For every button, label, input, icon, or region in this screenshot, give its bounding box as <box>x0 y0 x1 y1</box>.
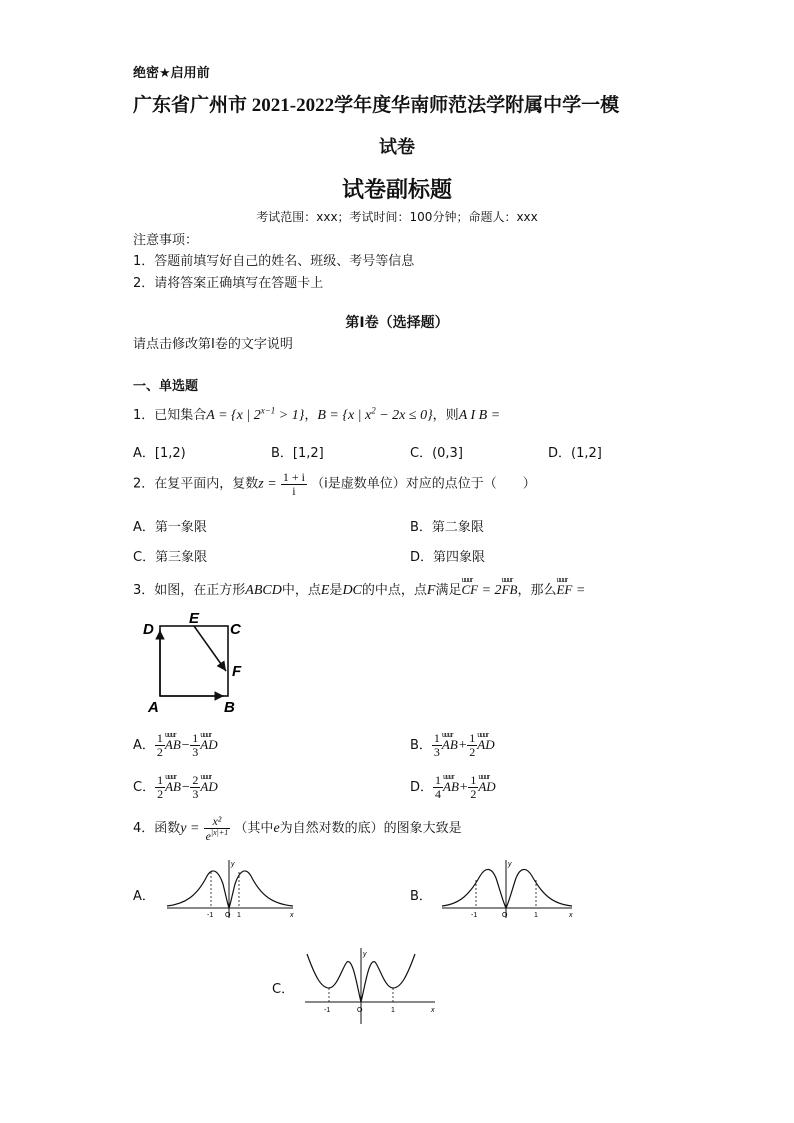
vector-arrow-icon: uuur <box>556 575 568 584</box>
graph-a-origin: O <box>225 912 231 919</box>
q4-option-c-graph[interactable] <box>303 946 441 1026</box>
q2-fraction <box>281 471 307 497</box>
q3-point-f: F <box>426 583 436 598</box>
q3-vector-ef <box>556 576 572 598</box>
q3-b-op: + <box>457 738 468 753</box>
q3-b-c1-den: 3 <box>433 745 440 759</box>
q4-option-b-graph[interactable] <box>440 858 580 920</box>
q3-c-label: C． <box>133 780 156 795</box>
graph-c-origin: O <box>357 1007 363 1014</box>
q2-numerator: 1 + i <box>282 470 305 484</box>
q1-set-b: B = {x | x <box>317 408 372 423</box>
q4-denominator: e <box>205 828 211 843</box>
q2-prefix: 2．在复平面内，复数 <box>133 476 259 492</box>
label-f: F <box>232 663 242 680</box>
q3-text-1: 3．如图，在正方形 <box>133 583 246 598</box>
q1-suffix: ，则 <box>432 408 459 423</box>
q3-d-v1: AB <box>443 779 459 794</box>
q4-option-c-label[interactable]: C． <box>272 982 295 997</box>
label-d: D <box>143 621 154 638</box>
q4-fraction <box>204 815 231 842</box>
label-a: A <box>148 699 159 716</box>
question-2 <box>133 471 536 497</box>
q4-suffix2: 为自然对数的底）的图象大致是 <box>279 821 462 837</box>
part1-description: 请点击修改第I卷的文字说明 <box>133 337 293 352</box>
q3-text-4: 的中点，点 <box>361 583 427 598</box>
q3-b-label: B． <box>410 738 432 753</box>
graph-b-pos1: 1 <box>534 912 538 919</box>
question-3 <box>133 576 585 599</box>
graph-c-x-label: x <box>431 1007 435 1014</box>
square-outline <box>160 626 228 696</box>
graph-a-neg1: -1 <box>207 912 214 919</box>
q3-b-v1: AB <box>441 737 458 752</box>
q2-option-c[interactable]: C．第三象限 <box>133 550 208 565</box>
q1-set-a-exp: x−1 <box>260 405 276 416</box>
vector-arrow-icon: uuur <box>501 575 513 584</box>
label-e: E <box>189 610 200 627</box>
q3-text-2: 中，点 <box>281 583 321 598</box>
exam-subtitle: 试卷副标题 <box>341 178 452 203</box>
q1-set-a-tail: > 1} <box>275 408 305 423</box>
q3-c-c2-den: 3 <box>192 787 199 801</box>
q3-a-v2: AD <box>200 737 218 752</box>
q3-a-v1: AB <box>164 737 181 752</box>
question-1 <box>133 404 500 424</box>
notes-item-1: 1．答题前填写好自己的姓名、班级、考号等信息 <box>133 254 415 269</box>
q3-option-a[interactable] <box>133 731 218 759</box>
q2-z: z = <box>258 476 277 492</box>
notes-item-2: 2．请将答案正确填写在答题卡上 <box>133 276 324 291</box>
q3-segment-dc: DC <box>342 583 362 598</box>
q1-sep: ， <box>304 408 318 423</box>
graph-a-x-label: x <box>290 912 294 919</box>
q3-option-b[interactable] <box>410 731 495 759</box>
q4-suffix: （其中 <box>234 821 274 837</box>
vector-arrow-icon: uuur <box>477 730 488 739</box>
vector-arrow-icon: uuur <box>461 575 473 584</box>
q3-ef-label: EF <box>556 582 573 597</box>
exam-title-line2: 试卷 <box>379 137 415 158</box>
secret-mark: 绝密★启用前 <box>133 66 210 81</box>
q3-a-c2-den: 3 <box>192 745 199 759</box>
q3-text-5: 满足 <box>435 583 462 598</box>
graph-c-pos1: 1 <box>391 1007 395 1014</box>
label-b: B <box>224 699 235 716</box>
q3-a-label: A． <box>133 738 155 753</box>
graph-c-neg1: -1 <box>324 1007 331 1014</box>
q4-numerator: x² <box>204 815 231 829</box>
graph-b-origin: O <box>502 912 508 919</box>
q3-a-op: − <box>180 738 191 753</box>
exam-info: 考试范围：xxx；考试时间：100分钟；命题人：xxx <box>256 210 538 224</box>
q3-fb-label: FB <box>501 582 518 597</box>
vector-arrow-icon: uuur <box>200 772 212 781</box>
q3-b-c2-num: 1 <box>469 731 476 746</box>
graph-a-y-label: y <box>231 861 235 868</box>
q3-c-c1-num: 1 <box>157 773 164 788</box>
q3-c-c1-den: 2 <box>157 787 164 801</box>
q3-c-v1: AB <box>165 779 181 794</box>
q2-suffix: （i是虚数单位）对应的点位于（ ） <box>311 476 536 492</box>
notes-heading: 注意事项： <box>133 233 199 248</box>
q3-square-figure <box>138 606 258 718</box>
q3-b-v2: AD <box>477 737 495 752</box>
q3-d-c2-den: 2 <box>470 787 477 801</box>
q3-a-c1-num: 1 <box>156 731 163 746</box>
q3-d-c2-num: 1 <box>470 773 477 788</box>
q3-d-label: D． <box>410 780 434 795</box>
q3-text-6: ，那么 <box>517 583 557 598</box>
q3-point-e: E <box>320 583 330 598</box>
q3-vector-fb <box>502 576 518 598</box>
section1-title: 一、单选题 <box>133 379 199 394</box>
q1-set-b-tail: − 2x ≤ 0} <box>375 408 433 423</box>
q2-option-b[interactable]: B．第二象限 <box>410 520 484 535</box>
vector-ef-arrow <box>194 626 226 671</box>
q3-c-c2-num: 2 <box>192 773 199 788</box>
q1-prefix: 1．已知集合 <box>133 408 207 423</box>
q1-set-a: A = {x | 2 <box>206 408 261 423</box>
q3-text-7: = <box>572 583 586 598</box>
q1-ask: A I B = <box>458 408 501 423</box>
graph-b-x-label: x <box>569 912 573 919</box>
part1-title: 第I卷（选择题） <box>345 315 449 331</box>
q3-b-c2-den: 2 <box>469 745 476 759</box>
q3-option-c[interactable] <box>133 773 218 801</box>
vector-arrow-icon: uuur <box>200 730 211 739</box>
q3-b-c1-num: 1 <box>433 731 440 746</box>
exam-title-line1: 广东省广州市 2021-2022学年度华南师范法学附属中学一模 <box>133 95 620 116</box>
graph-c-y-label: y <box>363 951 367 958</box>
q1-option-d[interactable]: D．(1,2] <box>548 446 602 461</box>
q3-c-v2: AD <box>200 779 218 794</box>
q4-denominator-exp: |x|+1 <box>210 827 229 837</box>
vector-arrow-icon: uuur <box>165 772 176 781</box>
q1-option-a[interactable]: A．[1,2) <box>133 446 186 461</box>
q3-c-op: − <box>180 780 191 795</box>
q3-a-c1-den: 2 <box>156 745 163 759</box>
vector-arrow-icon: uuur <box>164 730 176 739</box>
q2-denominator: i <box>292 483 296 498</box>
q4-option-b-label[interactable]: B． <box>410 889 432 904</box>
q3-equals: = 2 <box>478 583 502 598</box>
q1-option-c[interactable]: C．(0,3] <box>410 446 463 461</box>
q3-a-c2-num: 1 <box>192 731 199 746</box>
q3-cf-label: CF <box>461 582 479 597</box>
label-c: C <box>230 621 241 638</box>
q4-option-a-label[interactable]: A． <box>133 889 155 904</box>
vector-arrow-icon: uuur <box>443 772 454 781</box>
vector-arrow-icon: uuur <box>441 730 453 739</box>
q4-y: y = <box>180 821 200 837</box>
q2-option-a[interactable]: A．第一象限 <box>133 520 207 535</box>
q1-set-b-exp: 2 <box>371 405 376 416</box>
q2-option-d[interactable]: D．第四象限 <box>410 550 486 565</box>
vector-arrow-icon: uuur <box>478 772 490 781</box>
q4-e-symbol: e <box>273 821 280 837</box>
q3-d-c1-den: 4 <box>435 787 442 801</box>
q3-vector-cf <box>461 576 478 598</box>
q3-d-c1-num: 1 <box>435 773 442 788</box>
q3-d-op: + <box>458 780 469 795</box>
q3-option-d[interactable] <box>410 773 496 801</box>
q4-prefix: 4．函数 <box>133 821 181 837</box>
q4-option-a-graph[interactable] <box>165 858 300 920</box>
q1-option-b[interactable]: B．[1,2] <box>271 446 324 461</box>
graph-b-y-label: y <box>508 861 512 868</box>
graph-a-pos1: 1 <box>237 912 241 919</box>
q3-square: ABCD <box>245 583 282 598</box>
q3-text-3: 是 <box>329 583 343 598</box>
q3-d-v2: AD <box>478 779 496 794</box>
graph-b-neg1: -1 <box>471 912 478 919</box>
question-4 <box>133 815 462 842</box>
